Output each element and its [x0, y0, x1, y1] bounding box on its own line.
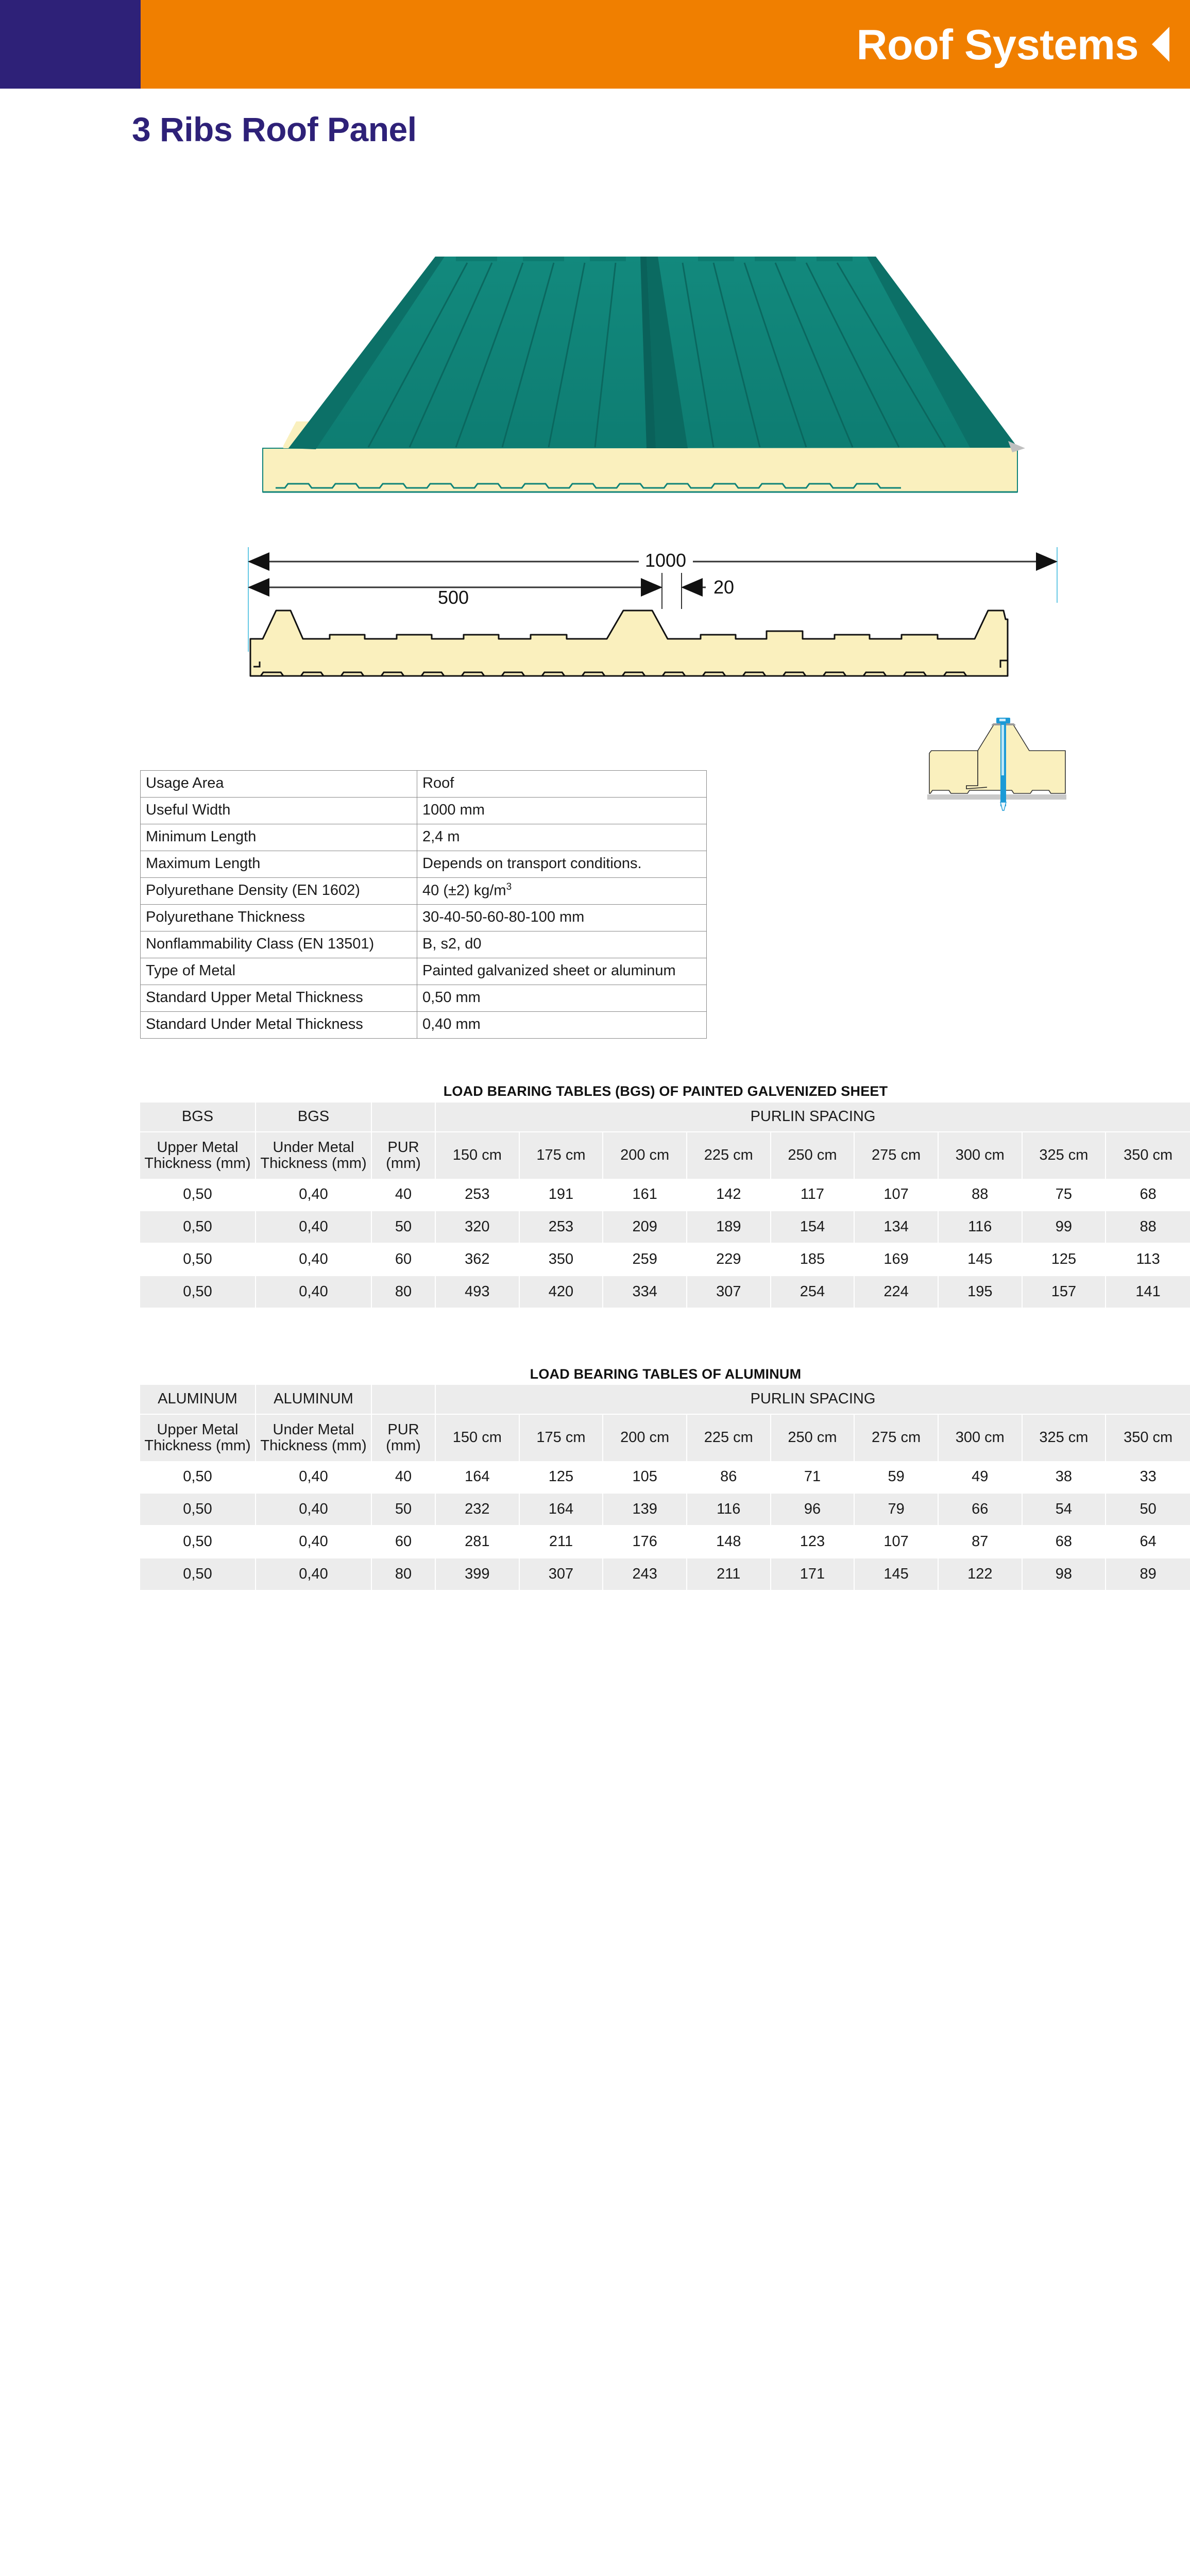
cell-load-value: 307: [687, 1275, 771, 1309]
cell-load-value: 50: [1106, 1493, 1190, 1526]
triangle-left-icon: [1152, 27, 1169, 62]
cell-pur-thickness: 80: [372, 1275, 436, 1309]
header-line-2: Thickness (mm): [144, 1437, 251, 1454]
table-row: [141, 905, 707, 931]
purlin-col-header: 250 cm: [771, 1414, 855, 1461]
cell-pur-thickness: 60: [372, 1526, 436, 1557]
cell-load-value: 171: [771, 1557, 855, 1591]
cell-load-value: 125: [520, 1461, 604, 1493]
table-row: [140, 1526, 1190, 1557]
cell-load-value: 64: [1140, 1533, 1157, 1550]
spec-key: Usage Area: [141, 771, 417, 798]
cell-load-value: 224: [855, 1275, 939, 1309]
dimension-500: 500: [437, 587, 469, 608]
cell-upper-thickness: 0,50: [140, 1179, 256, 1210]
cell-load-value: 185: [771, 1244, 855, 1275]
table-row: [141, 878, 707, 905]
pur-thickness-header: [372, 1131, 436, 1179]
cell-load-value: 75: [1023, 1179, 1107, 1210]
cell-upper-thickness: 0,50: [140, 1493, 256, 1526]
cell-upper-thickness: 0,50: [140, 1244, 256, 1275]
table-row: [140, 1179, 1190, 1210]
table-row: [140, 1244, 1190, 1275]
cell-load-value: 134: [855, 1210, 939, 1244]
cell-under-thickness: 0,40: [256, 1493, 372, 1526]
spec-key: Standard Upper Metal Thickness: [141, 985, 417, 1012]
cell-load-value: 107: [855, 1526, 939, 1557]
spacer-cell: [372, 1385, 436, 1414]
cell-load-value: 334: [603, 1275, 687, 1309]
aluminum-load-bearing-table: [140, 1385, 1190, 1591]
cell-load-value: 49: [939, 1461, 1023, 1493]
header-line-1: PUR: [387, 1139, 419, 1156]
cell-load-value: 253: [436, 1179, 520, 1210]
spec-value: 2,4 m: [417, 824, 707, 851]
specifications-table: [140, 770, 707, 1039]
cell-pur-thickness: 80: [372, 1557, 436, 1591]
table-row: [140, 1461, 1190, 1493]
cell-load-value: 209: [603, 1210, 687, 1244]
upper-metal-thickness-header: [140, 1131, 256, 1179]
cell-load-value: 88: [1106, 1210, 1190, 1244]
spec-value: 0,40 mm: [417, 1012, 707, 1039]
header-navy-block: [0, 0, 141, 89]
cell-load-value: 253: [520, 1210, 604, 1244]
cell-load-value: 154: [771, 1210, 855, 1244]
purlin-col-header: 350 cm: [1106, 1131, 1190, 1179]
cell-upper-thickness: 0,50: [140, 1461, 256, 1493]
spec-value: 30-40-50-60-80-100 mm: [417, 905, 707, 931]
purlin-col-header: 150 cm: [436, 1414, 520, 1461]
table-row: [141, 985, 707, 1012]
material-label-under: BGS: [256, 1103, 372, 1131]
header-line-1: Upper Metal: [157, 1139, 239, 1156]
table-row: [140, 1275, 1190, 1309]
purlin-col-header: 150 cm: [436, 1131, 520, 1179]
table-header-row: [140, 1103, 1190, 1131]
table-header-row: [140, 1414, 1190, 1461]
cross-section-dimension-drawing: [227, 541, 1092, 685]
cell-load-value: 191: [520, 1179, 604, 1210]
table-header-row: [140, 1131, 1190, 1179]
cell-load-value: 116: [687, 1493, 771, 1526]
header-line-1: Under Metal: [273, 1421, 354, 1438]
dimension-1000: 1000: [644, 550, 687, 571]
cell-pur-thickness: 60: [372, 1244, 436, 1275]
cell-load-value: 66: [939, 1493, 1023, 1526]
cell-load-value: 59: [855, 1461, 939, 1493]
header-line-2: Thickness (mm): [144, 1155, 251, 1172]
cell-load-value: 420: [520, 1275, 604, 1309]
cell-load-value: 320: [436, 1210, 520, 1244]
cell-load-value: 232: [436, 1493, 520, 1526]
cell-upper-thickness: 0,50: [140, 1557, 256, 1591]
bgs-table-title: LOAD BEARING TABLES (BGS) OF PAINTED GALVENIZED SHEET: [443, 1083, 888, 1099]
cell-load-value: 281: [436, 1526, 520, 1557]
material-label-upper: ALUMINUM: [140, 1385, 256, 1414]
spec-value: 1000 mm: [417, 798, 707, 824]
cell-load-value: 211: [520, 1526, 604, 1557]
cell-load-value: 71: [771, 1461, 855, 1493]
page-header: [0, 0, 1190, 89]
table-row: [140, 1493, 1190, 1526]
bgs-load-bearing-table: [140, 1103, 1190, 1309]
cell-load-value: 113: [1136, 1250, 1160, 1267]
cell-load-value: 307: [520, 1557, 604, 1591]
material-label-under: ALUMINUM: [256, 1385, 372, 1414]
cell-pur-thickness: 40: [372, 1179, 436, 1210]
cell-load-value: 86: [687, 1461, 771, 1493]
cell-load-value: 68: [1140, 1185, 1157, 1202]
purlin-spacing-group-header: PURLIN SPACING: [436, 1103, 1190, 1131]
cell-load-value: 88: [939, 1179, 1023, 1210]
cell-load-value: 99: [1023, 1210, 1107, 1244]
cell-upper-thickness: 0,50: [140, 1526, 256, 1557]
cell-under-thickness: 0,40: [256, 1244, 372, 1275]
header-title-group: [857, 0, 1169, 89]
header-line-2: (mm): [386, 1155, 421, 1172]
spec-key: Polyurethane Thickness: [141, 905, 417, 931]
header-line-1: Upper Metal: [157, 1421, 239, 1438]
purlin-col-header: 350 cm: [1106, 1414, 1190, 1461]
cell-load-value: 164: [520, 1493, 604, 1526]
cell-load-value: 87: [939, 1526, 1023, 1557]
cell-load-value: 38: [1023, 1461, 1107, 1493]
spec-key: Maximum Length: [141, 851, 417, 878]
cell-load-value: 33: [1140, 1468, 1157, 1485]
spec-key: Useful Width: [141, 798, 417, 824]
cell-load-value: 123: [771, 1526, 855, 1557]
aluminum-table-title: LOAD BEARING TABLES OF ALUMINUM: [530, 1366, 802, 1382]
cell-load-value: 141: [1106, 1275, 1190, 1309]
cell-load-value: 142: [687, 1179, 771, 1210]
purlin-col-header: 200 cm: [603, 1414, 687, 1461]
pur-thickness-header: [372, 1414, 436, 1461]
cell-load-value: 117: [771, 1179, 855, 1210]
cell-load-value: 399: [436, 1557, 520, 1591]
page-title: 3 Ribs Roof Panel: [132, 110, 417, 148]
cell-under-thickness: 0,40: [256, 1557, 372, 1591]
aluminum-table-body: [140, 1461, 1190, 1591]
purlin-col-header: 175 cm: [520, 1414, 604, 1461]
cell-load-value: 161: [603, 1179, 687, 1210]
cell-load-value: 145: [939, 1244, 1023, 1275]
cell-load-value: 254: [771, 1275, 855, 1309]
cell-load-value: 189: [687, 1210, 771, 1244]
cell-pur-thickness: 40: [372, 1461, 436, 1493]
under-metal-thickness-header: [256, 1131, 372, 1179]
table-row: [141, 771, 707, 798]
cell-under-thickness: 0,40: [256, 1275, 372, 1309]
purlin-col-header: 275 cm: [855, 1131, 939, 1179]
table-header-row: [140, 1385, 1190, 1414]
header-title: Roof Systems: [856, 20, 1138, 69]
screw-fixing-detail: [922, 714, 1072, 811]
table-row: [141, 931, 707, 958]
cell-load-value: 96: [771, 1493, 855, 1526]
cell-load-value: 107: [855, 1179, 939, 1210]
under-metal-thickness-header: [256, 1414, 372, 1461]
spec-value-superscript: 3: [506, 881, 512, 892]
cell-load-value: 68: [1023, 1526, 1107, 1557]
cell-upper-thickness: 0,50: [140, 1275, 256, 1309]
cell-load-value: 148: [687, 1526, 771, 1557]
cell-load-value: 122: [939, 1557, 1023, 1591]
cell-load-value: 125: [1023, 1244, 1107, 1275]
cell-under-thickness: 0,40: [256, 1179, 372, 1210]
spec-key: Standard Under Metal Thickness: [141, 1012, 417, 1039]
cell-load-value: 98: [1023, 1557, 1107, 1591]
cell-under-thickness: 0,40: [256, 1210, 372, 1244]
spec-value: Painted galvanized sheet or aluminum: [417, 958, 707, 985]
cell-load-value: 493: [436, 1275, 520, 1309]
spec-value: B, s2, d0: [417, 931, 707, 958]
upper-metal-thickness-header: [140, 1414, 256, 1461]
purlin-col-header: 325 cm: [1023, 1414, 1107, 1461]
cell-upper-thickness: 0,50: [140, 1210, 256, 1244]
cell-load-value: 145: [855, 1557, 939, 1591]
header-line-2: Thickness (mm): [260, 1155, 367, 1172]
header-line-2: Thickness (mm): [260, 1437, 367, 1454]
bgs-table-body: [140, 1179, 1190, 1309]
cell-pur-thickness: 50: [372, 1493, 436, 1526]
header-line-1: PUR: [387, 1421, 419, 1438]
spec-value: Depends on transport conditions.: [417, 851, 707, 878]
cell-load-value: 243: [603, 1557, 687, 1591]
cell-load-value: 105: [603, 1461, 687, 1493]
page-footer: [0, 1618, 1190, 1762]
table-row: [141, 824, 707, 851]
purlin-col-header: 175 cm: [520, 1131, 604, 1179]
spec-key: Nonflammability Class (EN 13501): [141, 931, 417, 958]
cell-load-value: 169: [855, 1244, 939, 1275]
cell-load-value: 157: [1023, 1275, 1107, 1309]
panel-3d-illustration: [234, 242, 1079, 510]
cell-pur-thickness: 50: [372, 1210, 436, 1244]
purlin-col-header: 225 cm: [687, 1414, 771, 1461]
cell-load-value: 79: [855, 1493, 939, 1526]
cell-load-value: 116: [939, 1210, 1023, 1244]
purlin-col-header: 275 cm: [855, 1414, 939, 1461]
spec-key: Minimum Length: [141, 824, 417, 851]
spec-key: Polyurethane Density (EN 1602): [141, 878, 417, 905]
purlin-col-header: 250 cm: [771, 1131, 855, 1179]
table-row: [141, 1012, 707, 1039]
spacer-cell: [372, 1103, 436, 1131]
purlin-col-header: 325 cm: [1023, 1131, 1107, 1179]
spec-key: Type of Metal: [141, 958, 417, 985]
purlin-col-header: 300 cm: [939, 1131, 1023, 1179]
purlin-col-header: 225 cm: [687, 1131, 771, 1179]
header-line-1: Under Metal: [273, 1139, 354, 1156]
table-row: [140, 1210, 1190, 1244]
cell-load-value: 176: [603, 1526, 687, 1557]
cell-load-value: 259: [603, 1244, 687, 1275]
cell-load-value: 195: [939, 1275, 1023, 1309]
cell-load-value: 139: [603, 1493, 687, 1526]
spec-value-text: 40 (±2) kg/m: [422, 882, 506, 899]
table-row: [141, 851, 707, 878]
cell-load-value: 229: [687, 1244, 771, 1275]
spec-value: [417, 878, 707, 905]
cell-load-value: 350: [520, 1244, 604, 1275]
cell-under-thickness: 0,40: [256, 1526, 372, 1557]
spec-value: Roof: [417, 771, 707, 798]
cell-load-value: 164: [436, 1461, 520, 1493]
cell-under-thickness: 0,40: [256, 1461, 372, 1493]
dimension-20: 20: [713, 577, 735, 598]
cell-load-value: 54: [1023, 1493, 1107, 1526]
table-row: [140, 1557, 1190, 1591]
purlin-col-header: 200 cm: [603, 1131, 687, 1179]
spec-value: 0,50 mm: [417, 985, 707, 1012]
header-line-2: (mm): [386, 1437, 421, 1454]
table-row: [141, 798, 707, 824]
cell-load-value: 211: [687, 1557, 771, 1591]
table-row: [141, 958, 707, 985]
purlin-col-header: 300 cm: [939, 1414, 1023, 1461]
cell-load-value: 89: [1106, 1557, 1190, 1591]
cell-load-value: 362: [436, 1244, 520, 1275]
purlin-spacing-group-header: PURLIN SPACING: [436, 1385, 1190, 1414]
material-label-upper: BGS: [140, 1103, 256, 1131]
